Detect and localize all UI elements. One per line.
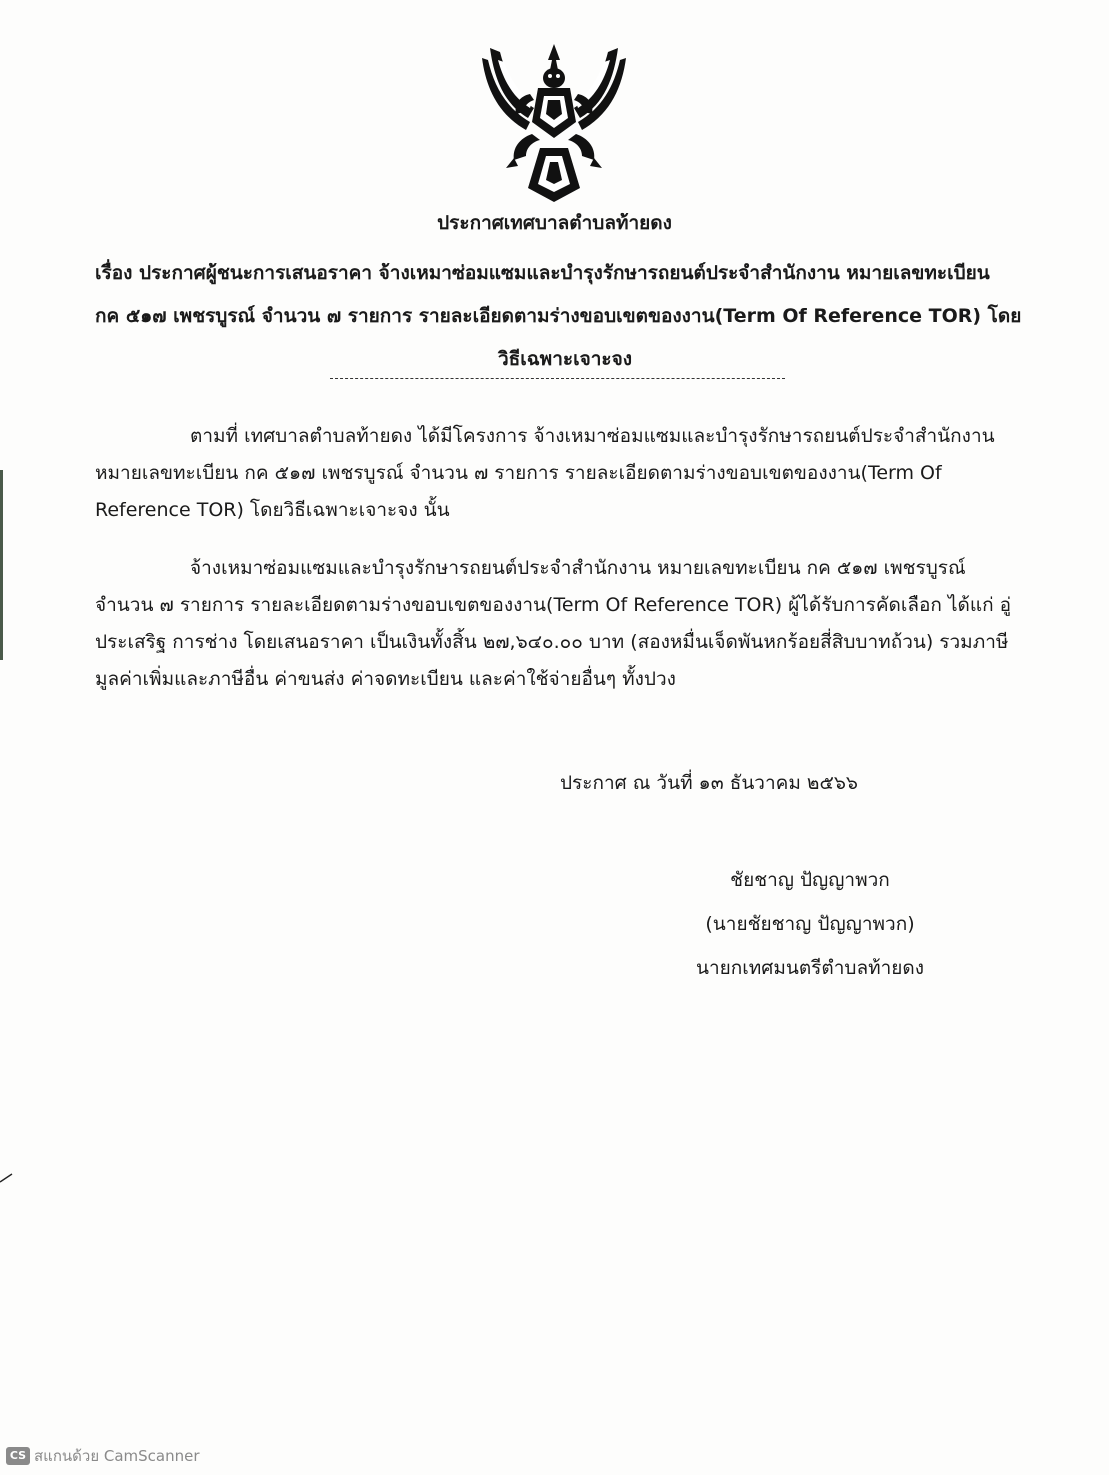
subject-block: [95, 252, 1035, 381]
subject-line: วิธีเฉพาะเจาะจง: [497, 348, 632, 370]
camscanner-watermark: [6, 1444, 200, 1468]
paragraph-line: ตามที่ เทศบาลตำบลท้ายดง ได้มีโครงการ จ้างเหมาซ่อมแซมและบำรุงรักษารถยนต์ประจำสำนักงาน: [190, 425, 995, 447]
paragraph-line: จำนวน ๗ รายการ รายละเอียดตามร่างขอบเขตของงาน(Term Of Reference TOR) ผู้ได้รับการคัดเลือก ได้แก่ อู่: [95, 594, 1012, 616]
paragraph-line: ประเสริฐ การช่าง โดยเสนอราคา เป็นเงินทั้งสิ้น ๒๗,๖๔๐.๐๐ บาท (สองหมื่นเจ็ดพันหกร้อยสี่สิบบาทถ้วน) รวมภาษี: [95, 631, 1009, 653]
signature-block: [650, 858, 970, 990]
scan-edge-shadow: [0, 470, 3, 660]
paragraph-award: [95, 550, 1035, 698]
signer-position: นายกเทศมนตรีตำบลท้ายดง: [695, 957, 925, 979]
garuda-emblem-icon: [470, 38, 638, 206]
paragraph-line: มูลค่าเพิ่มและภาษีอื่น ค่าขนส่ง ค่าจดทะเบียน และค่าใช้จ่ายอื่นๆ ทั้งปวง: [95, 668, 676, 690]
subject-line: กค ๕๑๗ เพชรบูรณ์ จำนวน ๗ รายการ รายละเอียดตามร่างขอบเขตของงาน(Term Of Reference TOR) โดย: [95, 305, 1022, 327]
subject-line: เรื่อง ประกาศผู้ชนะการเสนอราคา จ้างเหมาซ่อมแซมและบำรุงรักษารถยนต์ประจำสำนักงาน หมายเลขทะเบียน: [95, 262, 990, 284]
watermark-text: สแกนด้วย CamScanner: [34, 1447, 200, 1465]
paragraph-line: Reference TOR) โดยวิธีเฉพาะเจาะจง นั้น: [95, 499, 450, 521]
scan-mark-icon: [0, 1170, 14, 1184]
dashed-separator: [330, 378, 785, 379]
paragraph-intro: [95, 418, 1025, 529]
announcement-date: ประกาศ ณ วันที่ ๑๓ ธันวาคม ๒๕๖๖: [560, 772, 858, 794]
signed-name: ชัยชาญ ปัญญาพวก: [730, 869, 890, 891]
document-title: ประกาศเทศบาลตำบลท้ายดง: [437, 212, 672, 234]
printed-name: (นายชัยชาญ ปัญญาพวก): [705, 913, 915, 935]
camscanner-logo-icon: CS: [6, 1447, 30, 1465]
paragraph-line: หมายเลขทะเบียน กค ๕๑๗ เพชรบูรณ์ จำนวน ๗ รายการ รายละเอียดตามร่างขอบเขตของงาน(Term Of: [95, 462, 942, 484]
paragraph-line: จ้างเหมาซ่อมแซมและบำรุงรักษารถยนต์ประจำสำนักงาน หมายเลขทะเบียน กค ๕๑๗ เพชรบูรณ์: [190, 557, 966, 579]
